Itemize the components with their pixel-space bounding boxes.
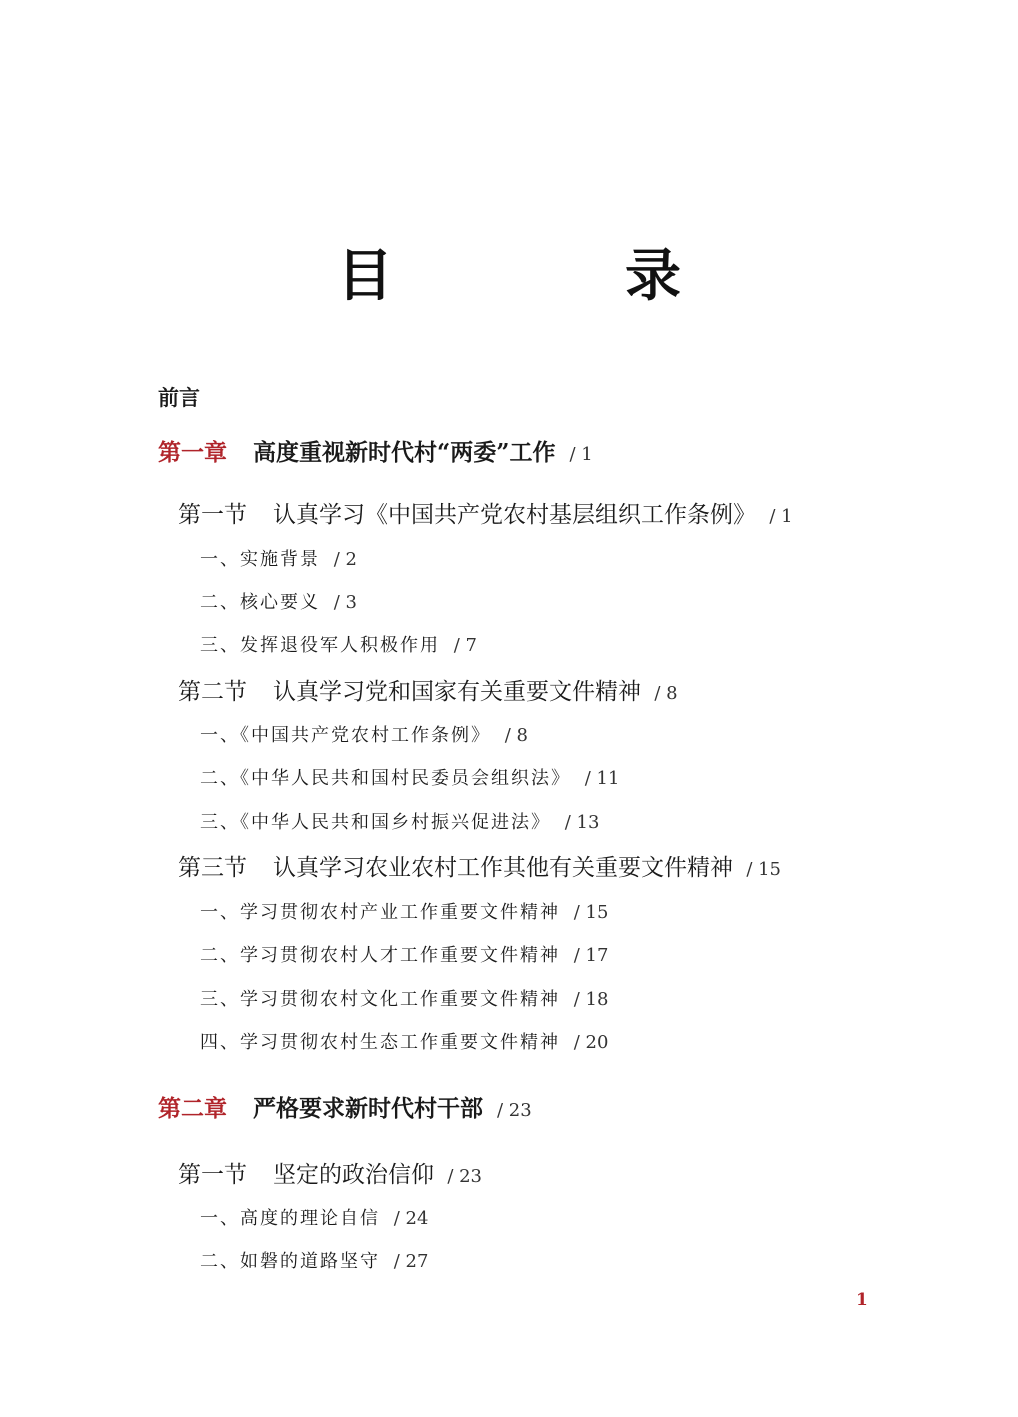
toc-section[interactable]: [178, 1156, 482, 1189]
toc-section[interactable]: [178, 673, 678, 706]
section-label: 第二节: [178, 679, 247, 705]
page-ref: / 13: [564, 812, 600, 833]
page-ref: / 24: [393, 1208, 429, 1229]
item-text: 一、高度的理论自信: [200, 1208, 380, 1229]
toc-item[interactable]: [200, 721, 528, 747]
page-ref: / 18: [573, 989, 609, 1010]
page-title: 目 录: [337, 244, 769, 309]
item-text: 四、学习贯彻农村生态工作重要文件精神: [200, 1032, 560, 1053]
chapter-title: 严格要求新时代村干部: [253, 1095, 483, 1122]
item-text: 三、《中华人民共和国乡村振兴促进法》: [200, 812, 551, 833]
section-title: 认真学习《中国共产党农村基层组织工作条例》: [273, 502, 756, 528]
toc-section[interactable]: [178, 496, 793, 529]
item-text: 二、《中华人民共和国村民委员会组织法》: [200, 768, 571, 789]
toc-chapter[interactable]: [158, 434, 593, 467]
item-text: 二、核心要义: [200, 592, 320, 613]
page-ref: / 3: [333, 592, 357, 613]
section-title: 认真学习农业农村工作其他有关重要文件精神: [273, 855, 733, 881]
item-text: 一、实施背景: [200, 549, 320, 570]
toc-item[interactable]: [200, 1247, 428, 1273]
section-title: 坚定的政治信仰: [273, 1162, 434, 1188]
page-ref: / 15: [573, 902, 609, 923]
page-ref: / 1: [569, 444, 593, 465]
toc-item[interactable]: [200, 985, 608, 1011]
item-text: 二、学习贯彻农村人才工作重要文件精神: [200, 945, 560, 966]
chapter-label: 第一章: [158, 439, 227, 466]
toc-item[interactable]: [200, 898, 608, 924]
page-ref: / 23: [497, 1100, 532, 1121]
item-text: 三、发挥退役军人积极作用: [200, 635, 440, 656]
page-ref: / 20: [573, 1032, 609, 1053]
footer-page-number: 1: [856, 1290, 868, 1310]
toc-item[interactable]: [200, 941, 608, 967]
page-ref: / 8: [654, 683, 678, 704]
chapter-label: 第二章: [158, 1095, 227, 1122]
page-ref: / 1: [769, 506, 793, 527]
toc-item[interactable]: [200, 1204, 428, 1230]
page-ref: / 2: [333, 549, 357, 570]
item-text: 一、《中国共产党农村工作条例》: [200, 725, 491, 746]
item-text: 二、如磐的道路坚守: [200, 1251, 380, 1272]
page-ref: / 7: [453, 635, 477, 656]
toc-item[interactable]: [200, 1028, 608, 1054]
toc-item[interactable]: [200, 631, 477, 657]
section-label: 第一节: [178, 1162, 247, 1188]
page-ref: / 23: [447, 1166, 483, 1187]
toc-preface[interactable]: 前言: [158, 385, 200, 410]
page-ref: / 8: [504, 725, 528, 746]
toc-item[interactable]: [200, 764, 619, 790]
section-label: 第一节: [178, 502, 247, 528]
chapter-title: 高度重视新时代村“两委”工作: [253, 439, 556, 466]
section-title: 认真学习党和国家有关重要文件精神: [273, 679, 641, 705]
toc-item[interactable]: [200, 588, 357, 614]
toc-item[interactable]: [200, 545, 357, 571]
item-text: 三、学习贯彻农村文化工作重要文件精神: [200, 989, 560, 1010]
page-ref: / 17: [573, 945, 609, 966]
toc-section[interactable]: [178, 849, 781, 882]
page-ref: / 15: [746, 859, 782, 880]
page-ref: / 27: [393, 1251, 429, 1272]
toc-chapter[interactable]: [158, 1090, 532, 1123]
toc-item[interactable]: [200, 808, 599, 834]
section-label: 第三节: [178, 855, 247, 881]
page-ref: / 11: [584, 768, 620, 789]
item-text: 一、学习贯彻农村产业工作重要文件精神: [200, 902, 560, 923]
